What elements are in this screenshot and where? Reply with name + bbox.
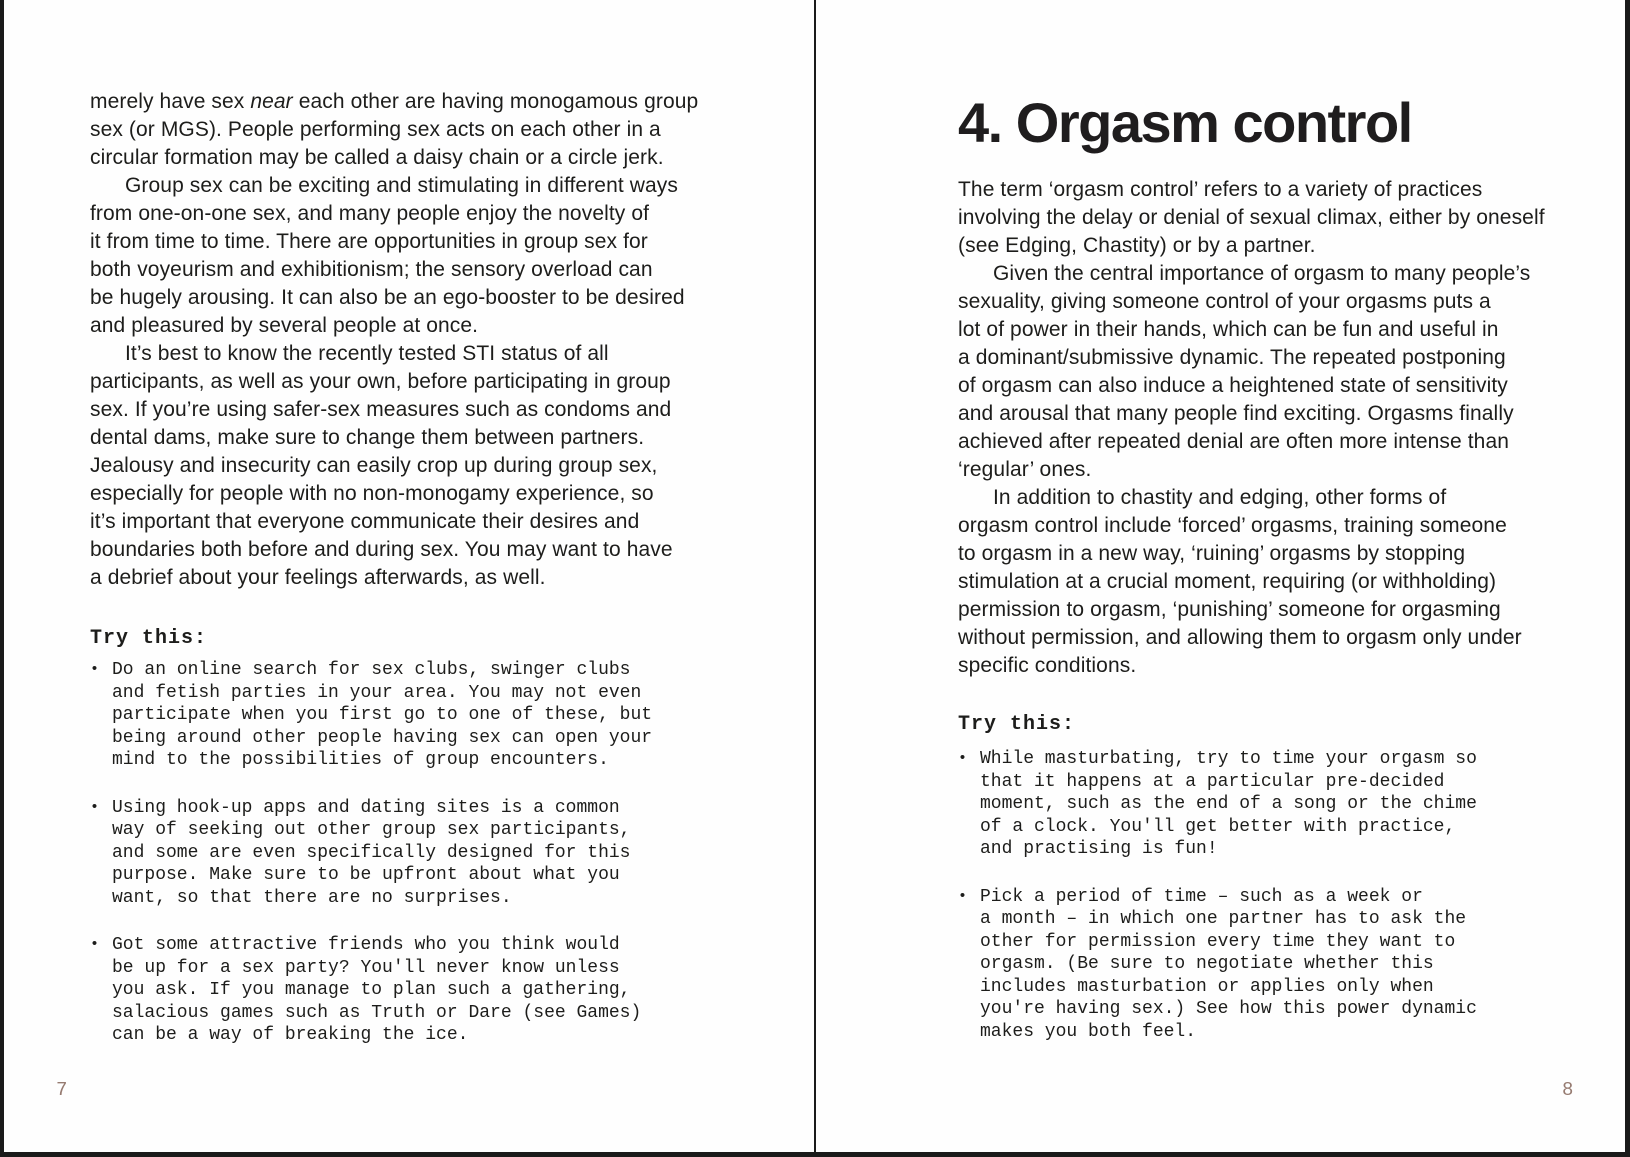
bullet-icon: • [90, 936, 100, 953]
right-page-number: 8 [1562, 1079, 1574, 1101]
bullet-text-line: and practising is fun! [980, 839, 1218, 859]
left-page [4, 0, 814, 1152]
bullet-icon: • [958, 750, 968, 767]
bullet-text-line: Pick a period of time – such as a week or [980, 886, 1423, 907]
bullet-text-line: be up for a sex party? You'll never know unless [112, 957, 620, 978]
text-line: Group sex can be exciting and stimulating in different ways [125, 174, 678, 197]
text-line: both voyeurism and exhibitionism; the sensory overload can [90, 258, 653, 281]
bullet-text-line: makes you both feel. [980, 1021, 1197, 1042]
text-line: It’s best to know the recently tested STI status of all [125, 342, 609, 365]
bullet-text-line: mind to the possibilities of group encounters. [112, 750, 609, 770]
bullet-text-line: way of seeking out other group sex participants, [112, 820, 631, 840]
text-line: without permission, and allowing them to orgasm only under [958, 626, 1522, 649]
text-line: ‘regular’ ones. [958, 458, 1092, 481]
text-line: achieved after repeated denial are often more intense than [958, 430, 1509, 453]
bullet-text-line: you're having sex.) See how this power dynamic [980, 999, 1477, 1019]
text-line: it’s important that everyone communicate their desires and [90, 510, 640, 533]
bullet-text-line: Using hook-up apps and dating sites is a common [112, 797, 620, 818]
text-line: permission to orgasm, ‘punishing’ someone for orgasming [958, 598, 1501, 621]
bullet-text-line: of a clock. You'll get better with practice, [980, 816, 1456, 837]
bullet-text-line: other for permission every time they want to [980, 931, 1456, 952]
text-line: sex (or MGS). People performing sex acts on each other in a [90, 118, 661, 141]
bullet-text-line: can be a way of breaking the ice. [112, 1025, 469, 1045]
text-line: boundaries both before and during sex. You may want to have [90, 538, 673, 561]
right-page [816, 0, 1625, 1152]
text-line: (see Edging, Chastity) or by a partner. [958, 234, 1316, 257]
bullet-text-line: purpose. Make sure to be upfront about what you [112, 865, 620, 885]
paragraph [90, 340, 698, 592]
paragraph [958, 260, 1545, 484]
bullet-text-line: moment, such as the end of a song or the chime [980, 794, 1477, 814]
bullet-text-line: salacious games such as Truth or Dare (see Games) [112, 1002, 642, 1023]
left-page-number: 7 [56, 1079, 68, 1101]
text-line: orgasm control include ‘forced’ orgasms, training someone [958, 514, 1507, 537]
text-line: of orgasm can also induce a heightened state of sensitivity [958, 374, 1508, 397]
text-line: from one-on-one sex, and many people enjoy the novelty of [90, 202, 650, 225]
text-line: In addition to chastity and edging, other forms of [993, 486, 1447, 509]
text-line: and pleasured by several people at once. [90, 314, 479, 337]
right-bullet-list [958, 748, 1477, 1043]
bullet-icon: • [90, 661, 100, 678]
left-body-text [90, 88, 698, 592]
text-line: merely have sex near each other are having monogamous group [90, 90, 699, 113]
text-line: sex. If you’re using safer-sex measures such as condoms and [90, 398, 672, 421]
text-line: lot of power in their hands, which can be fun and useful in [958, 318, 1499, 341]
page-border-right [1625, 0, 1630, 1157]
text-line: dental dams, make sure to change them between partners. [90, 426, 645, 449]
text-line: The term ‘orgasm control’ refers to a variety of practices [958, 178, 1483, 201]
left-try-this-heading: Try this: [90, 627, 208, 650]
bullet-text-line: Do an online search for sex clubs, swinger clubs [112, 660, 631, 680]
paragraph [958, 176, 1545, 260]
paragraph [90, 172, 698, 340]
bullet-item [958, 748, 1477, 861]
bullet-text-line: want, so that there are no surprises. [112, 887, 512, 908]
left-bullet-list [90, 659, 652, 1047]
text-line: a debrief about your feelings afterwards, as well. [90, 566, 546, 589]
bullet-text-line: While masturbating, try to time your orgasm so [980, 749, 1477, 769]
text-line: it from time to time. There are opportunities in group sex for [90, 230, 648, 253]
bullet-text-line: Got some attractive friends who you think would [112, 935, 620, 955]
text-line: especially for people with no non-monogamy experience, so [90, 482, 654, 505]
bullet-text-line: and some are even specifically designed for this [112, 842, 631, 863]
text-line: sexuality, giving someone control of your orgasms puts a [958, 290, 1491, 313]
text-line: Jealousy and insecurity can easily crop up during group sex, [90, 454, 658, 477]
paragraph [958, 484, 1545, 680]
bullet-text-line: you ask. If you manage to plan such a gathering, [112, 980, 631, 1000]
bullet-item [90, 797, 652, 910]
bullet-text-line: being around other people having sex can open your [112, 727, 653, 748]
paragraph [90, 88, 698, 172]
bullet-item [90, 934, 652, 1047]
bullet-text-line: includes masturbation or applies only when [980, 976, 1434, 997]
bullet-text-line: a month – in which one partner has to ask the [980, 909, 1467, 929]
bullet-icon: • [958, 887, 968, 905]
chapter-title: 4. Orgasm control [958, 91, 1412, 154]
text-line: to orgasm in a new way, ‘ruining’ orgasms by stopping [958, 542, 1466, 565]
text-line: and arousal that many people find exciting. Orgasms finally [958, 402, 1514, 425]
bullet-item [958, 886, 1477, 1044]
text-line: involving the delay or denial of sexual climax, either by oneself [958, 206, 1545, 229]
text-line: participants, as well as your own, before participating in group [90, 370, 671, 393]
right-try-this-heading: Try this: [958, 713, 1076, 736]
text-line: a dominant/submissive dynamic. The repeated postponing [958, 346, 1506, 369]
text-line: be hugely arousing. It can also be an ego-booster to be desired [90, 286, 685, 309]
bullet-item [90, 659, 652, 772]
bullet-text-line: and fetish parties in your area. You may not even [112, 682, 642, 703]
text-line: Given the central importance of orgasm to many people’s [993, 262, 1531, 285]
bullet-text-line: orgasm. (Be sure to negotiate whether this [980, 954, 1434, 974]
text-line: stimulation at a crucial moment, requiring (or withholding) [958, 570, 1497, 593]
bullet-icon: • [90, 798, 100, 816]
bullet-text-line: that it happens at a particular pre-decided [980, 771, 1445, 792]
bullet-text-line: participate when you first go to one of these, but [112, 705, 653, 725]
text-line: specific conditions. [958, 654, 1137, 677]
right-body-text [958, 176, 1545, 680]
text-line: circular formation may be called a daisy chain or a circle jerk. [90, 146, 664, 169]
